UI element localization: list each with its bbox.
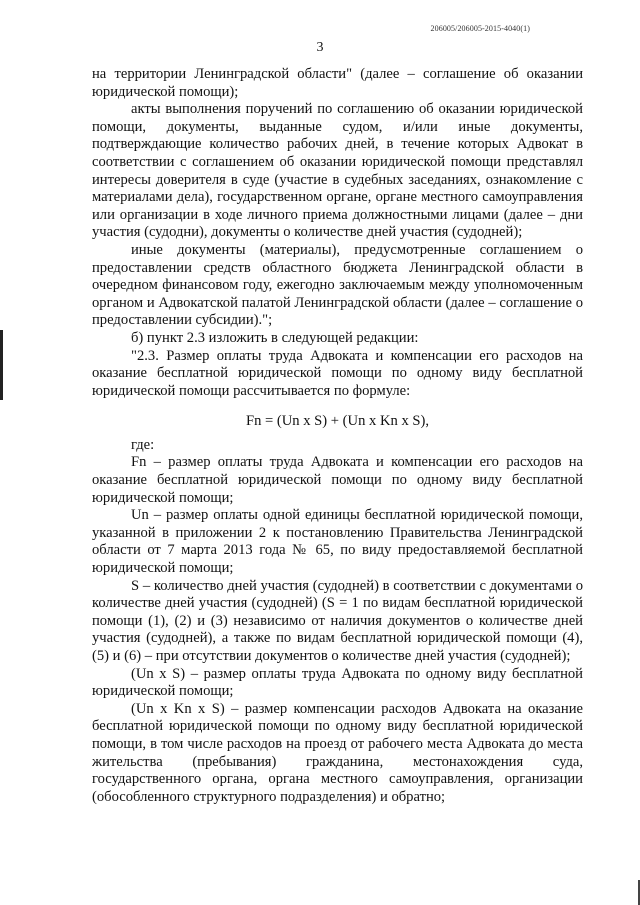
formula: Fn = (Un x S) + (Un x Kn x S), (245, 413, 430, 430)
paragraph-clause-2-3: "2.3. Размер оплаты труда Адвоката и компенсации его расходов на оказание бесплатной юридической помощи по одному виду бесплатной юридической помощи рассчитывается по формуле: (92, 347, 583, 399)
paragraph-where: где: (131, 436, 155, 453)
paragraph-un-s-definition: (Un x S) – размер оплаты труда Адвоката по одному виду бесплатной юридической помощи; (92, 665, 583, 700)
document-code: 206005/206005-2015-4040(1) (430, 24, 530, 33)
paragraph-fn-definition: Fn – размер оплаты труда Адвоката и компенсации его расходов на оказание бесплатной юридической помощи по одному виду бесплатной юридической помощи; (92, 454, 583, 506)
document-body (92, 66, 583, 806)
scan-edge-mark-left (0, 330, 3, 400)
paragraph-acts: акты выполнения поручений по соглашению об оказании юридической помощи, документы, выданные судом, и/или иные документы, подтверждающие количество рабочих дней, в течение которых Адвокат в соответствии с соглашением об оказании юридической помощи представлял интересы доверителя в суде (участие в судебных заседаниях, ознакомление с материалами дела), государственном органе, органе местного самоуправления или организации в ходе личного приема должностными лицами (далее – дни участия (судодни), документы о количестве дней участия (судодней); (92, 101, 583, 241)
page-number: 3 (316, 40, 324, 55)
paragraph-s-definition: S – количество дней участия (судодней) в соответствии с документами о количестве дней участия (судодней) (S = 1 по видам бесплатной юридической помощи (1), (2) и (3) независимо от наличия документов о количестве дней участия (судодней), а также по видам бесплатной юридической помощи (4), (5) и (6) – при отсутствии документов о количестве дней участия (судодней); (92, 577, 583, 664)
paragraph-agreement-tail: на территории Ленинградской области" (далее – соглашение об оказании юридической помощи); (92, 66, 583, 100)
paragraph-un-definition: Un – размер оплаты одной единицы бесплатной юридической помощи, указанной в приложении 2 к постановлению Правительства Ленинградской области от 7 марта 2013 года № 65, по виду предоставляемой бесплатной юридической помощи; (92, 507, 583, 577)
paragraph-un-kn-s-definition: (Un x Kn x S) – размер компенсации расходов Адвоката на оказание бесплатной юридической помощи по одному виду бесплатной юридической помощи, в том числе расходов на проезд от рабочего места Адвоката до места жительства (пребывания) гражданина, местонахождения суда, государственного органа, органа местного самоуправления, организации (обособленного структурного подразделения) и обратно; (92, 700, 583, 805)
paragraph-item-b: б) пункт 2.3 изложить в следующей редакции: (131, 329, 419, 346)
paragraph-other-documents: иные документы (материалы), предусмотренные соглашением о предоставлении средств областного бюджета Ленинградской области в очередном финансовом году, ежегодно заключаемым между уполномоченным органом и Адвокатской палатой Ленинградской области (далее – соглашение о предоставлении субсидии)."; (92, 241, 583, 329)
